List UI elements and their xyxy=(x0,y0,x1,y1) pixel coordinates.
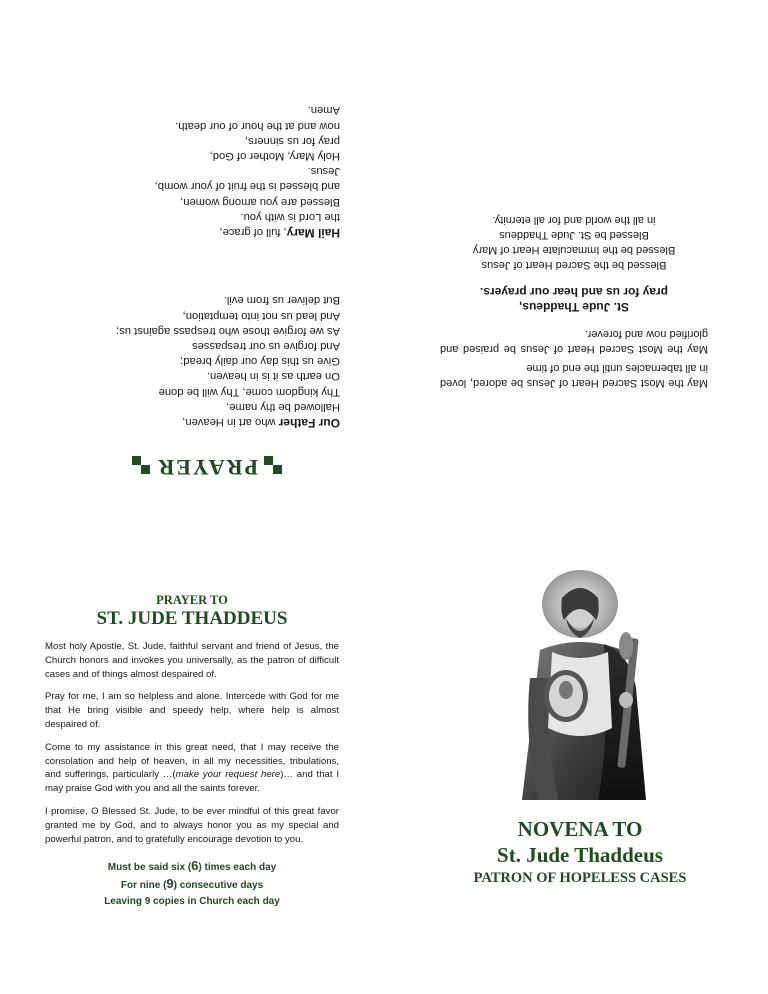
our-father-line: Thy kingdom come, Thy will be done xyxy=(158,385,340,398)
instruction-line-2-a: For nine ( xyxy=(120,880,167,892)
prayer-para-1: Most holy Apostle, St. Jude, faithful servant and friend of Jesus, the Church honors and invokes you universally, as the patron of difficult cases and of things almost despaired of. xyxy=(45,641,339,680)
intercession-line-2: pray for us and hear our prayers. xyxy=(479,285,669,299)
our-father-prayer xyxy=(60,292,340,430)
our-father-first-line-rest: who art in Heaven, xyxy=(182,416,279,428)
our-father-line: Give us this day our daily bread; xyxy=(180,355,340,368)
sacred-heart-para-1: May the Most Sacred Heart of Jesus be adored, loved in all tabernacles until the end of time xyxy=(440,362,708,389)
hail-mary-title: Hail Mary xyxy=(286,226,340,240)
blessed-line: in all the world and for all eternity. xyxy=(492,214,656,226)
prayer-request-placeholder: make your request here xyxy=(175,769,281,781)
novena-subtitle: PATRON OF HOPELESS CASES xyxy=(473,870,687,886)
blessed-line: Blessed be St. Jude Thaddeus xyxy=(499,229,649,241)
checker-ornament-left xyxy=(264,456,282,474)
novena-title-line-2: St. Jude Thaddeus xyxy=(497,843,663,867)
our-father-line: And forgive us our trespasses xyxy=(192,339,340,352)
our-father-line: But deliver us from evil. xyxy=(223,294,340,307)
intercession-line-1: St. Jude Thaddeus, xyxy=(519,300,630,314)
hail-mary-first-line xyxy=(60,224,340,240)
our-father-line: Hallowed be thy name, xyxy=(226,400,340,413)
instruction-line-2 xyxy=(45,876,339,894)
instruction-line-1-a: Must be said six ( xyxy=(107,862,192,874)
our-father-title: Our Father xyxy=(278,416,340,430)
st-jude-portrait-image xyxy=(500,568,660,800)
instruction-line-1-num: 6 xyxy=(191,858,199,874)
intercession-lines xyxy=(440,284,708,314)
instruction-line-1-b: ) times each day xyxy=(198,862,277,874)
novena-instructions xyxy=(45,858,339,910)
our-father-line: As we forgive those who trespass against us; xyxy=(116,324,340,337)
prayer-para-3-end: )… and that I may praise God with you and all the saints forever. xyxy=(45,769,339,795)
hail-mary-line: Amen. xyxy=(307,104,340,117)
hail-mary-first-line-rest: , full of grace, xyxy=(219,226,287,238)
prayer-para-2: Pray for me, I am so helpless and alone. Intercede with God for me that He bring visible and speedy help, where help is almost despaired of. xyxy=(45,691,339,730)
prayer-heading-text: PRAYER xyxy=(156,455,258,480)
novena-title-line-1: NOVENA TO xyxy=(517,817,643,841)
instruction-line-2-num: 9 xyxy=(166,876,174,892)
hail-mary-line: now and at the hour of our death. xyxy=(175,119,340,132)
prayer-kicker: PRAYER TO xyxy=(156,593,228,607)
blessed-line: Blessed be the Sacred Heart of Jesus xyxy=(481,259,667,271)
prayer-to-st-jude-panel xyxy=(45,593,339,910)
prayer-para-4: I promise, O Blessed St. Jude, to be ever mindful of this great favor granted me by God, and to always honor you as my special and powerful patron, and to gratefully encourage devotion to you. xyxy=(45,805,339,845)
hail-mary-line: the Lord is with you. xyxy=(240,210,340,223)
our-father-first-line xyxy=(60,414,340,430)
hail-mary-line: pray for us sinners, xyxy=(244,134,340,147)
hail-mary-prayer xyxy=(60,102,340,240)
prayer-para-3-start: Come to my assistance in this great need, that I may receive the consolation and help of heaven, in all my necessities, tribulations, and sufferings, particularly …( xyxy=(45,741,339,781)
hail-mary-line: Jesus. xyxy=(307,165,340,178)
novena-cover-title xyxy=(440,816,720,888)
sacred-heart-para-2: May the Most Sacred Heart of Jesus be praised and glorified now and forever. xyxy=(440,328,708,355)
checker-ornament-right xyxy=(132,456,150,474)
prayer-heading xyxy=(60,454,360,480)
our-father-line: And lead us not into temptation, xyxy=(182,309,340,322)
instruction-line-3: Leaving 9 copies in Church each day xyxy=(104,896,280,908)
instruction-line-2-b: ) consecutive days xyxy=(173,880,264,892)
instruction-line-1 xyxy=(45,858,339,876)
hail-mary-line: and blessed is the fruit of your womb, xyxy=(154,180,340,193)
prayer-title: ST. JUDE THADDEUS xyxy=(96,608,288,629)
our-father-line: On earth as it is in heaven. xyxy=(206,370,340,383)
upside-prayers-panel xyxy=(60,80,360,480)
blessed-line: Blessed be the Immaculate Heart of Mary xyxy=(472,244,676,256)
hail-mary-line: Blessed are you among women, xyxy=(180,195,340,208)
prayer-para-3 xyxy=(45,741,339,796)
hail-mary-line: Holy Mary, Mother of God, xyxy=(209,149,340,162)
upside-sacred-heart-panel xyxy=(440,160,708,390)
blessed-lines xyxy=(440,212,708,272)
